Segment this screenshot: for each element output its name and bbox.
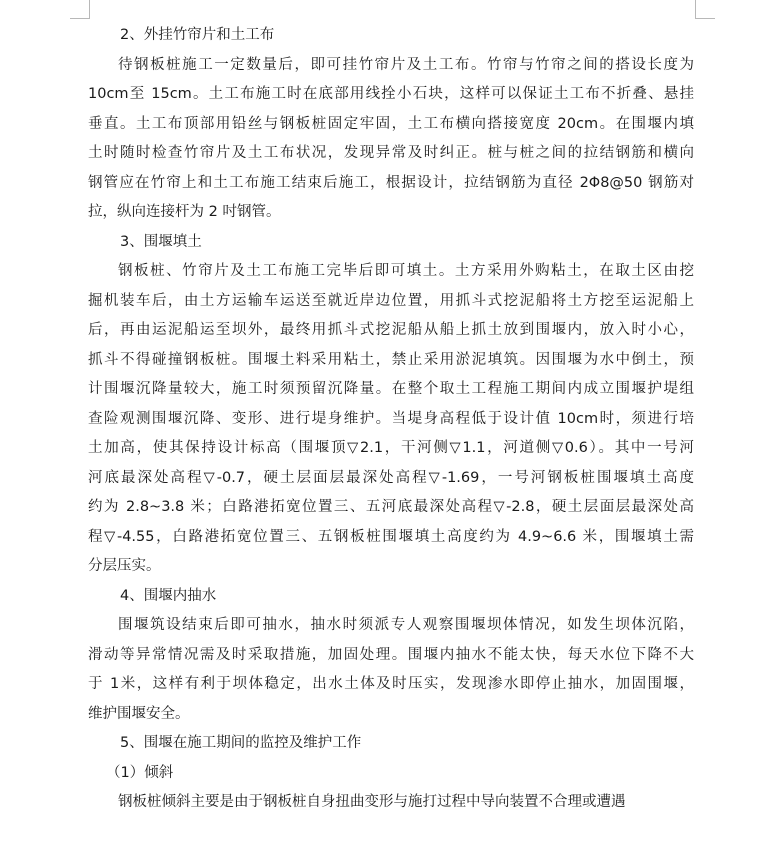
paragraph-line: 拉，纵向连接杆为 2 吋钢管。 — [88, 204, 281, 220]
paragraph-line: 土加高，使其保持设计标高（围堰顶▽2.1，干河侧▽1.1，河道侧▽0.6）。其中一号河 — [88, 440, 694, 456]
paragraph-line: 后，再由运泥船运至坝外，最终用抓斗式挖泥船从船上抓土放到围堰内，放入时小心， — [88, 322, 694, 338]
page-corner-mark-top-right — [695, 18, 715, 19]
paragraph-line: 钢板桩倾斜主要是由于钢板桩自身扭曲变形与施打过程中导向装置不合理或遭遇 — [118, 794, 626, 810]
section-heading: 2、外挂竹帘片和土工布 — [120, 27, 275, 43]
paragraph-line: 垂直。土工布顶部用铅丝与钢板桩固定牢固，土工布横向搭接宽度 20cm。在围堰内填 — [88, 115, 694, 132]
paragraph-line: 掘机装车后，由土方运输车运送至就近岸边位置，用抓斗式挖泥船将土方挖至运泥船上 — [88, 292, 694, 309]
page-corner-mark-top-left — [70, 18, 90, 19]
paragraph-line: 于 1米，这样有利于坝体稳定，出水土体及时压实，发现渗水即停止抽水，加固围堰， — [88, 676, 694, 692]
paragraph-line: 滑动等异常情况需及时采取措施，加固处理。围堰内抽水不能太快，每天水位下降不大 — [88, 646, 694, 663]
paragraph-line: 钢板桩、竹帘片及土工布施工完毕后即可填土。土方采用外购粘土，在取土区由挖 — [118, 263, 694, 279]
document-body — [88, 21, 694, 818]
paragraph-line: 钢管应在竹帘上和土工布施工结束后施工，根据设计，拉结钢筋为直径 2Φ8@50 钢筋对 — [88, 174, 694, 191]
page-corner-mark-top-left — [89, 0, 90, 18]
paragraph-line: 待钢板桩施工一定数量后，即可挂竹帘片及土工布。竹帘与竹帘之间的搭设长度为 — [118, 56, 694, 73]
paragraph-line: 程▽-4.55，白路港拓宽位置三、五钢板桩围堰填土高度约为 4.9~6.6 米，围堰填土需 — [88, 528, 694, 545]
paragraph-line: 10cm至 15cm。土工布施工时在底部用线拴小石块，这样可以保证土工布不折叠、悬挂 — [88, 86, 694, 102]
section-heading: 5、围堰在施工期间的监控及维护工作 — [120, 735, 362, 751]
section-heading: 4、围堰内抽水 — [120, 587, 217, 604]
paragraph-line: 土时随时检查竹帘片及土工布状况，发现异常及时纠正。桩与桩之间的拉结钢筋和横向 — [88, 145, 694, 161]
section-heading: 3、围堰填土 — [120, 233, 202, 250]
paragraph-line: 围堰筑设结束后即可抽水，抽水时须派专人观察围堰坝体情况，如发生坝体沉陷， — [118, 617, 694, 633]
paragraph-line: 抓斗不得碰撞钢板桩。围堰土料采用粘土，禁止采用淤泥填筑。因围堰为水中倒土，预 — [88, 351, 694, 368]
paragraph-line: 查险观测围堰沉降、变形、进行堤身维护。当堤身高程低于设计值 10cm时，须进行培 — [88, 410, 694, 427]
paragraph-line: 河底最深处高程▽-0.7，硬土层面层最深处高程▽-1.69，一号河钢板桩围堰填土高度 — [88, 469, 694, 486]
paragraph-line: 计围堰沉降量较大，施工时须预留沉降量。在整个取土工程施工期间内成立围堰护堤组 — [88, 381, 694, 397]
page-corner-mark-top-right — [695, 0, 696, 18]
paragraph-line: 维护围堰安全。 — [88, 705, 190, 722]
paragraph-line: 约为 2.8~3.8 米；白路港拓宽位置三、五河底最深处高程▽-2.8，硬土层面层最深处高 — [88, 499, 694, 515]
section-heading: （1）倾斜 — [106, 764, 174, 781]
paragraph-line: 分层压实。 — [88, 558, 161, 574]
